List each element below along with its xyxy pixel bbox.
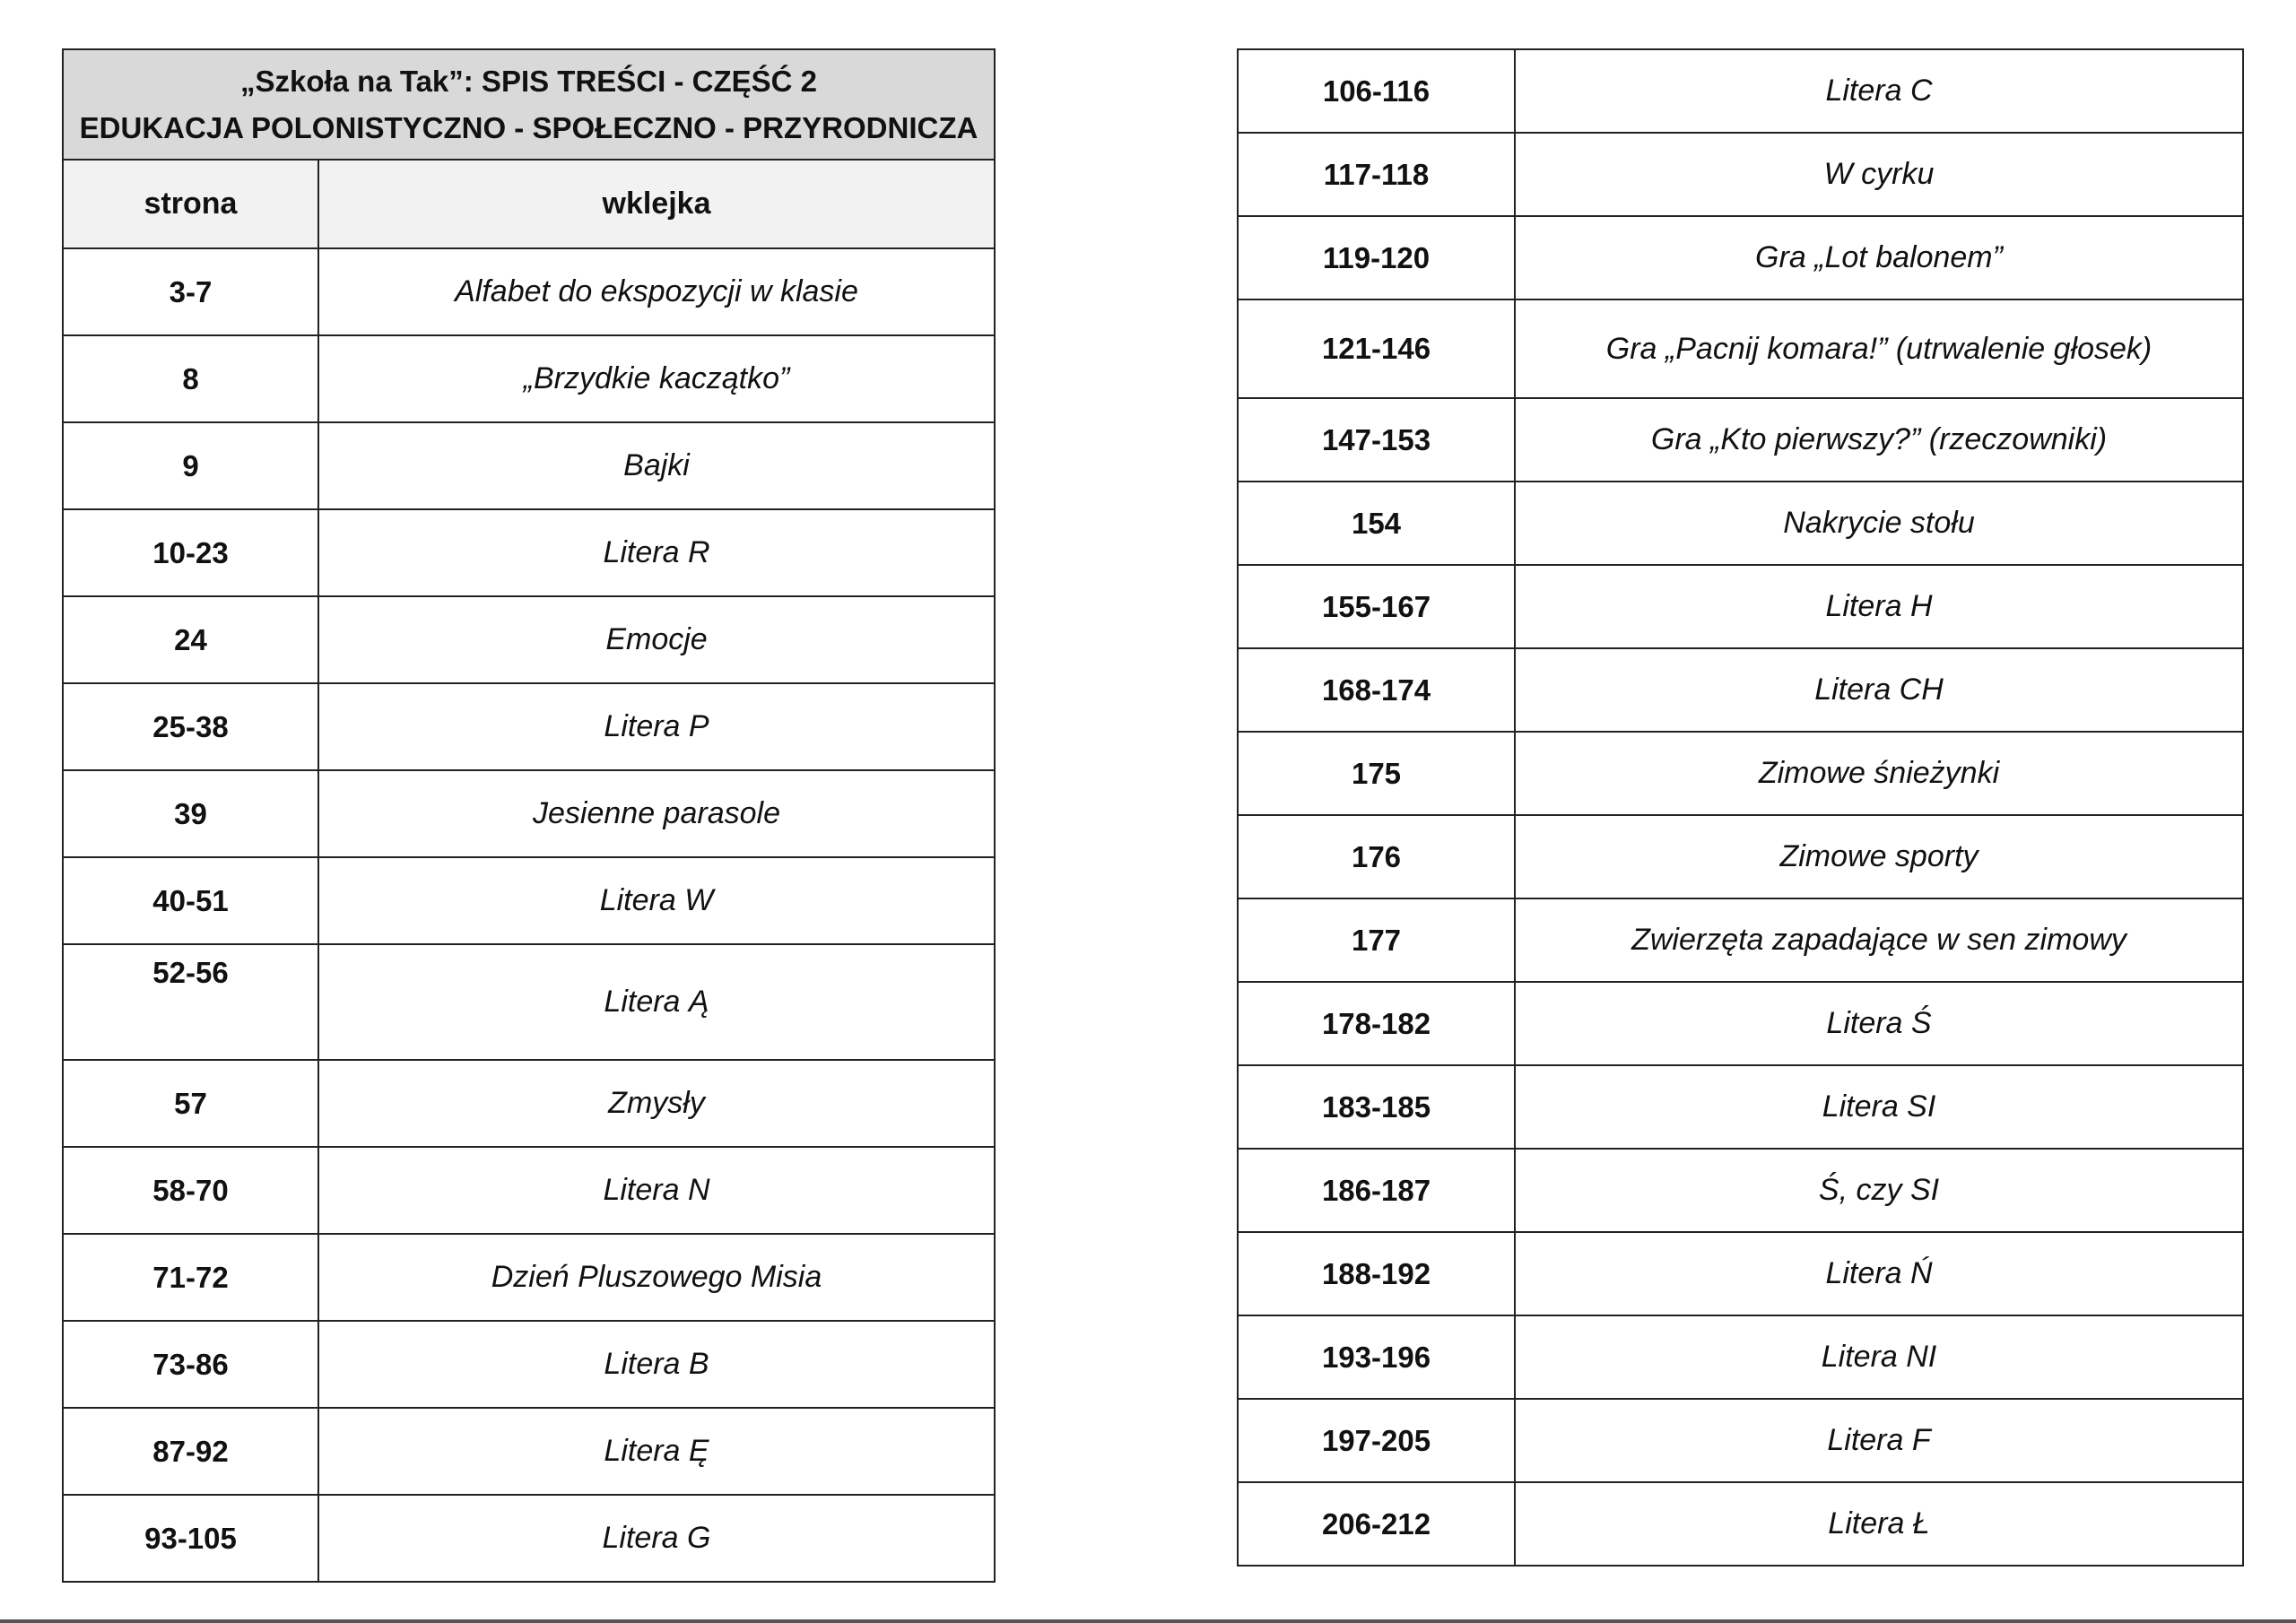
page-range-cell: 8 [63,335,318,422]
table-row [1238,299,2243,398]
page-range-cell: 147-153 [1238,398,1515,482]
table-row [1238,398,2243,482]
item-cell: Nakrycie stołu [1515,482,2243,565]
page-range-cell: 183-185 [1238,1065,1515,1149]
table-row [63,335,995,422]
table-row [63,1495,995,1582]
table-row [1238,648,2243,732]
page-range-cell: 71-72 [63,1234,318,1321]
table-row [63,1147,995,1234]
item-cell: Litera Ł [1515,1482,2243,1566]
item-cell: Litera Ą [318,944,995,1060]
item-cell: Litera Ś [1515,982,2243,1065]
header-item: wklejka [318,160,995,248]
page-range-cell: 121-146 [1238,299,1515,398]
item-cell: Zmysły [318,1060,995,1147]
table-row [1238,482,2243,565]
table-row [63,944,995,1060]
item-cell: „Brzydkie kaczątko” [318,335,995,422]
item-cell: Zwierzęta zapadające w sen zimowy [1515,898,2243,982]
page-range-cell: 39 [63,770,318,857]
page-range-cell: 155-167 [1238,565,1515,648]
table-row [1238,1065,2243,1149]
table-row [1238,216,2243,299]
item-cell: Alfabet do ekspozycji w klasie [318,248,995,335]
item-cell: Litera B [318,1321,995,1408]
item-cell: Zimowe sporty [1515,815,2243,898]
table-row [63,1408,995,1495]
page-range-cell: 52-56 [63,944,318,1060]
table-row [1238,49,2243,133]
page-range-cell: 206-212 [1238,1482,1515,1566]
page-range-cell: 24 [63,596,318,683]
item-cell: Litera F [1515,1399,2243,1482]
page-range-cell: 9 [63,422,318,509]
table-row [1238,1232,2243,1315]
table-row [1238,815,2243,898]
page-range-cell: 73-86 [63,1321,318,1408]
page-range-cell: 193-196 [1238,1315,1515,1399]
page-range-cell: 25-38 [63,683,318,770]
item-cell: Litera SI [1515,1065,2243,1149]
item-cell: Litera W [318,857,995,944]
page-range-cell: 58-70 [63,1147,318,1234]
item-cell: Dzień Pluszowego Misia [318,1234,995,1321]
page-range-cell: 119-120 [1238,216,1515,299]
table-row [1238,133,2243,216]
page-range-cell: 168-174 [1238,648,1515,732]
table-row [63,1234,995,1321]
page-range-cell: 154 [1238,482,1515,565]
page-bottom-edge [0,1619,2296,1623]
table-row [1238,1482,2243,1566]
table-row [1238,565,2243,648]
table-row [1238,1399,2243,1482]
item-cell: Litera Ń [1515,1232,2243,1315]
table-row [1238,1315,2243,1399]
table-row [1238,898,2243,982]
title-row [63,49,995,160]
item-cell: Litera G [318,1495,995,1582]
page-range-cell: 106-116 [1238,49,1515,133]
page-range-cell: 87-92 [63,1408,318,1495]
table-row [63,1321,995,1408]
item-cell: Litera NI [1515,1315,2243,1399]
item-cell: Zimowe śnieżynki [1515,732,2243,815]
table-row [63,596,995,683]
page-range-cell: 3-7 [63,248,318,335]
page-range-cell: 176 [1238,815,1515,898]
page-range-cell: 186-187 [1238,1149,1515,1232]
table-row [1238,1149,2243,1232]
table-row [63,422,995,509]
item-cell: W cyrku [1515,133,2243,216]
right-rows [1238,49,2243,1566]
table-row [1238,732,2243,815]
item-cell: Litera H [1515,565,2243,648]
toc-table-left [62,48,996,1583]
item-cell: Ś, czy SI [1515,1149,2243,1232]
table-row [63,857,995,944]
table-row [63,509,995,596]
item-cell: Litera N [318,1147,995,1234]
page-range-cell: 40-51 [63,857,318,944]
page-range-cell: 117-118 [1238,133,1515,216]
item-cell: Litera Ę [318,1408,995,1495]
item-cell: Jesienne parasole [318,770,995,857]
toc-table-right [1237,48,2244,1567]
item-cell: Litera C [1515,49,2243,133]
page-range-cell: 57 [63,1060,318,1147]
item-cell: Gra „Lot balonem” [1515,216,2243,299]
table-row [63,1060,995,1147]
page-range-cell: 188-192 [1238,1232,1515,1315]
item-cell: Gra „Kto pierwszy?” (rzeczowniki) [1515,398,2243,482]
left-rows [63,248,995,1582]
table-row [1238,982,2243,1065]
title-line-1: „Szkoła na Tak”: SPIS TREŚCI - CZĘŚĆ 2 [239,64,818,98]
page-range-cell: 93-105 [63,1495,318,1582]
page-range-cell: 197-205 [1238,1399,1515,1482]
item-cell: Gra „Pacnij komara!” (utrwalenie głosek) [1515,299,2243,398]
header-row [63,160,995,248]
header-page: strona [63,160,318,248]
table-row [63,248,995,335]
item-cell: Litera R [318,509,995,596]
table-title [63,49,995,160]
page-range-cell: 177 [1238,898,1515,982]
item-cell: Emocje [318,596,995,683]
item-cell: Litera P [318,683,995,770]
page-range-cell: 178-182 [1238,982,1515,1065]
item-cell: Litera CH [1515,648,2243,732]
page-range-cell: 10-23 [63,509,318,596]
page-range-cell: 175 [1238,732,1515,815]
item-cell: Bajki [318,422,995,509]
table-row [63,770,995,857]
table-row [63,683,995,770]
title-line-2: EDUKACJA POLONISTYCZNO - SPOŁECZNO - PRZYRODNICZA [79,110,978,144]
